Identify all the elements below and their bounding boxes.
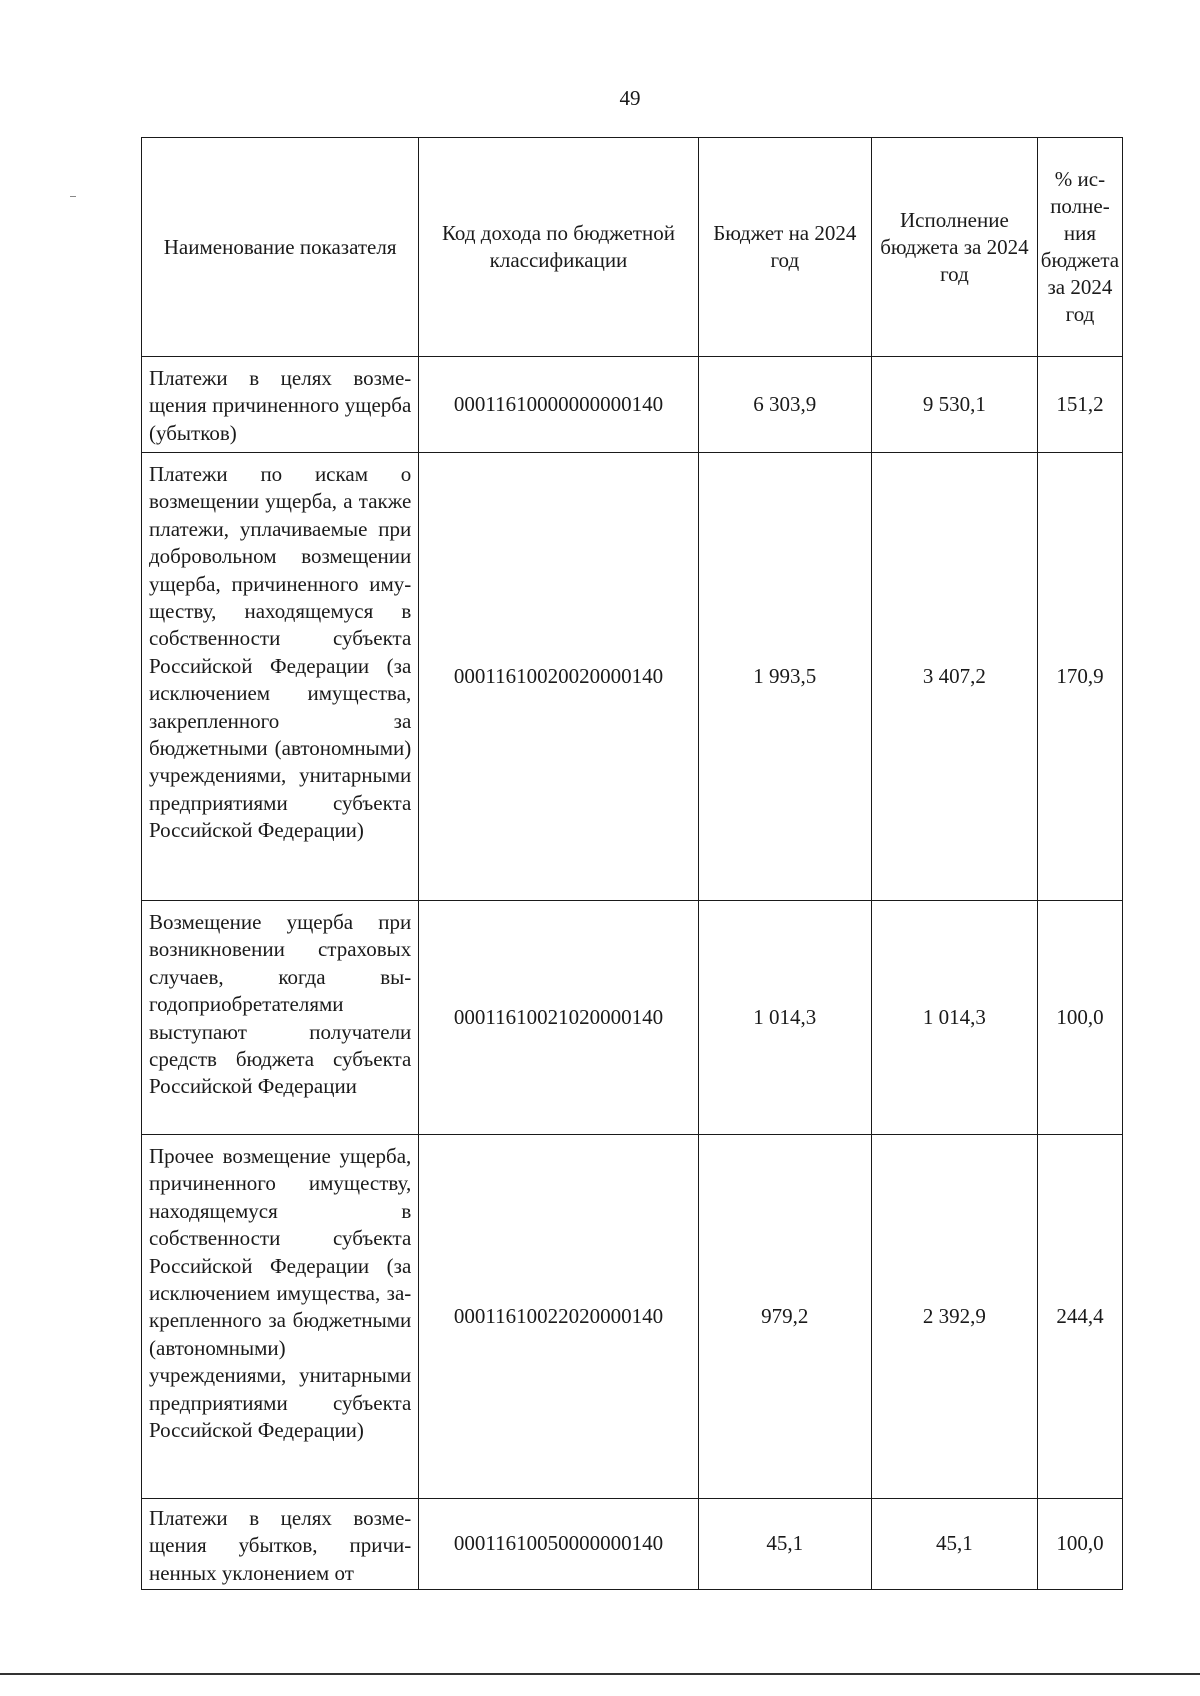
row-percent: 170,9 xyxy=(1037,453,1122,901)
header-percent: % исполнения бюджета за 2024 год xyxy=(1037,138,1122,357)
row-code: 00011610050000000140 xyxy=(419,1499,698,1590)
row-percent: 100,0 xyxy=(1037,1499,1122,1590)
row-percent: 151,2 xyxy=(1037,357,1122,453)
row-budget: 45,1 xyxy=(698,1499,871,1590)
row-budget: 1 014,3 xyxy=(698,901,871,1135)
row-code: 00011610000000000140 xyxy=(419,357,698,453)
row-budget: 6 303,9 xyxy=(698,357,871,453)
table-row xyxy=(142,901,1123,1135)
budget-table xyxy=(141,137,1123,1590)
header-code: Код дохода по бюджетной классификации xyxy=(419,138,698,357)
margin-mark xyxy=(70,196,76,197)
header-execution: Исполнение бюджета за 2024 год xyxy=(871,138,1037,357)
page-number: 49 xyxy=(619,86,641,110)
row-budget: 979,2 xyxy=(698,1135,871,1499)
row-execution: 9 530,1 xyxy=(871,357,1037,453)
row-name: Платежи в целях возмещения убытков, причиненных уклонением от xyxy=(142,1499,419,1590)
footer-rule xyxy=(0,1673,1200,1675)
row-execution: 2 392,9 xyxy=(871,1135,1037,1499)
table-row xyxy=(142,357,1123,453)
row-percent: 244,4 xyxy=(1037,1135,1122,1499)
header-name: Наименование показателя xyxy=(142,138,419,357)
row-execution: 3 407,2 xyxy=(871,453,1037,901)
row-code: 00011610021020000140 xyxy=(419,901,698,1135)
row-code: 00011610022020000140 xyxy=(419,1135,698,1499)
row-name: Платежи по искам о возмещении ущерба, а также платежи, уплачиваемые при добровольном возмещении ущерба, причиненного имуществу, находящемуся в собственности субъекта Российской Федерации (за исключением имущества, закрепленного за бюджетными (автономными) учреждениями, унитарными предприятиями субъекта Российской Федерации) xyxy=(142,453,419,901)
table-header-row xyxy=(142,138,1123,357)
row-code: 00011610020020000140 xyxy=(419,453,698,901)
table-row xyxy=(142,453,1123,901)
header-budget: Бюджет на 2024 год xyxy=(698,138,871,357)
row-percent: 100,0 xyxy=(1037,901,1122,1135)
row-budget: 1 993,5 xyxy=(698,453,871,901)
row-execution: 1 014,3 xyxy=(871,901,1037,1135)
table-row xyxy=(142,1499,1123,1590)
table-row xyxy=(142,1135,1123,1499)
row-name: Возмещение ущерба при возникновении страховых случаев, когда выгодоприобретателями выступают получатели средств бюджета субъекта Российской Федерации xyxy=(142,901,419,1135)
row-execution: 45,1 xyxy=(871,1499,1037,1590)
row-name: Платежи в целях возмещения причиненного ущерба (убытков) xyxy=(142,357,419,453)
row-name: Прочее возмещение ущерба, причиненного имуществу, находящемуся в собственности субъекта Российской Федерации (за исключением имущества, закрепленного за бюджетными (автономными) учреждениями, унитарными предприятиями субъекта Российской Федерации) xyxy=(142,1135,419,1499)
